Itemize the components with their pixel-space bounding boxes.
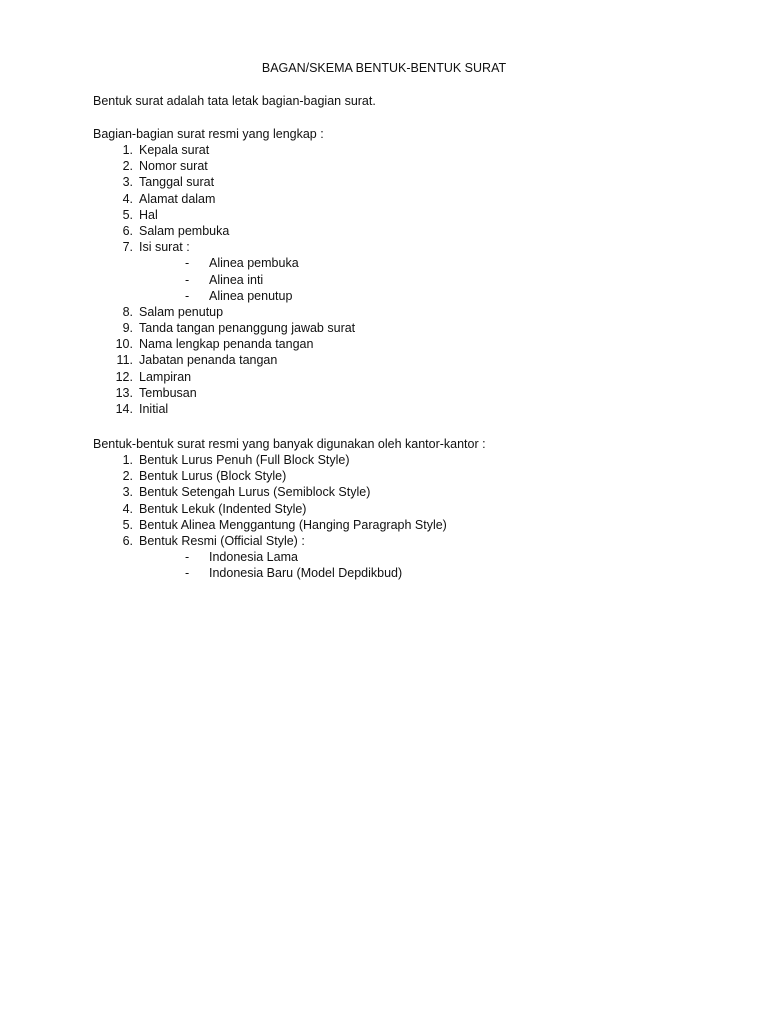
dash-bullet: - bbox=[185, 256, 190, 271]
list-number: 8. bbox=[122, 304, 133, 319]
list-text: Tembusan bbox=[139, 385, 197, 400]
list-text: Bentuk Resmi (Official Style) : bbox=[139, 533, 305, 548]
list-number: 4. bbox=[122, 501, 133, 516]
list-number: 7. bbox=[122, 240, 133, 255]
list-number: 11. bbox=[116, 353, 133, 368]
list-text: Jabatan penanda tangan bbox=[139, 353, 278, 368]
list-text: Isi surat : bbox=[139, 240, 190, 255]
list-text: Initial bbox=[139, 402, 169, 416]
list-number: 5. bbox=[122, 207, 133, 222]
list-text: Hal bbox=[139, 207, 158, 222]
section2-heading: Bentuk-bentuk surat resmi yang banyak digunakan oleh kantor-kantor : bbox=[93, 437, 486, 451]
sub-list-text: Alinea inti bbox=[209, 272, 264, 287]
list-text: Tanda tangan penanggung jawab surat bbox=[139, 321, 356, 336]
list-number: 6. bbox=[122, 533, 133, 548]
list-number: 14. bbox=[115, 402, 133, 416]
dash-bullet: - bbox=[185, 288, 190, 303]
list-text: Bentuk Lurus Penuh (Full Block Style) bbox=[139, 453, 350, 467]
list-text: Alamat dalam bbox=[139, 191, 216, 206]
list-text: Salam pembuka bbox=[139, 223, 230, 238]
list-number: 12. bbox=[115, 369, 133, 384]
list-text: Nomor surat bbox=[139, 159, 208, 174]
list-number: 9. bbox=[122, 321, 133, 336]
list-text: Tanggal surat bbox=[139, 175, 215, 190]
list-text: Lampiran bbox=[139, 369, 192, 384]
sub-list-text: Indonesia Lama bbox=[209, 550, 298, 565]
list-number: 3. bbox=[122, 485, 133, 500]
list-text: Bentuk Setengah Lurus (Semiblock Style) bbox=[139, 485, 371, 500]
dash-bullet: - bbox=[185, 272, 190, 287]
list-number: 4. bbox=[122, 191, 133, 206]
list-number: 3. bbox=[122, 175, 133, 190]
section1-heading: Bagian-bagian surat resmi yang lengkap : bbox=[93, 127, 324, 141]
list-text: Bentuk Alinea Menggantung (Hanging Paragraph Style) bbox=[139, 517, 447, 532]
list-number: 1. bbox=[122, 143, 133, 157]
list-number: 2. bbox=[122, 469, 133, 484]
sub-list-text: Alinea pembuka bbox=[209, 256, 299, 271]
list-text: Nama lengkap penanda tangan bbox=[139, 337, 314, 352]
list-text: Salam penutup bbox=[139, 304, 224, 319]
list-number: 1. bbox=[122, 453, 133, 467]
list-number: 6. bbox=[122, 223, 133, 238]
list-number: 13. bbox=[115, 385, 133, 400]
list-number: 2. bbox=[122, 159, 133, 174]
dash-bullet: - bbox=[185, 550, 190, 565]
document-title: BAGAN/SKEMA BENTUK-BENTUK SURAT bbox=[261, 61, 507, 75]
sub-list-text: Indonesia Baru (Model Depdikbud) bbox=[209, 566, 403, 581]
dash-bullet: - bbox=[185, 566, 190, 581]
list-number: 5. bbox=[122, 517, 133, 532]
sub-list-text: Alinea penutup bbox=[209, 288, 293, 303]
intro-paragraph: Bentuk surat adalah tata letak bagian-bagian surat. bbox=[93, 94, 376, 108]
list-number: 10. bbox=[115, 337, 133, 352]
list-text: Bentuk Lurus (Block Style) bbox=[139, 469, 287, 484]
list-text: Kepala surat bbox=[139, 143, 210, 157]
list-text: Bentuk Lekuk (Indented Style) bbox=[139, 501, 307, 516]
